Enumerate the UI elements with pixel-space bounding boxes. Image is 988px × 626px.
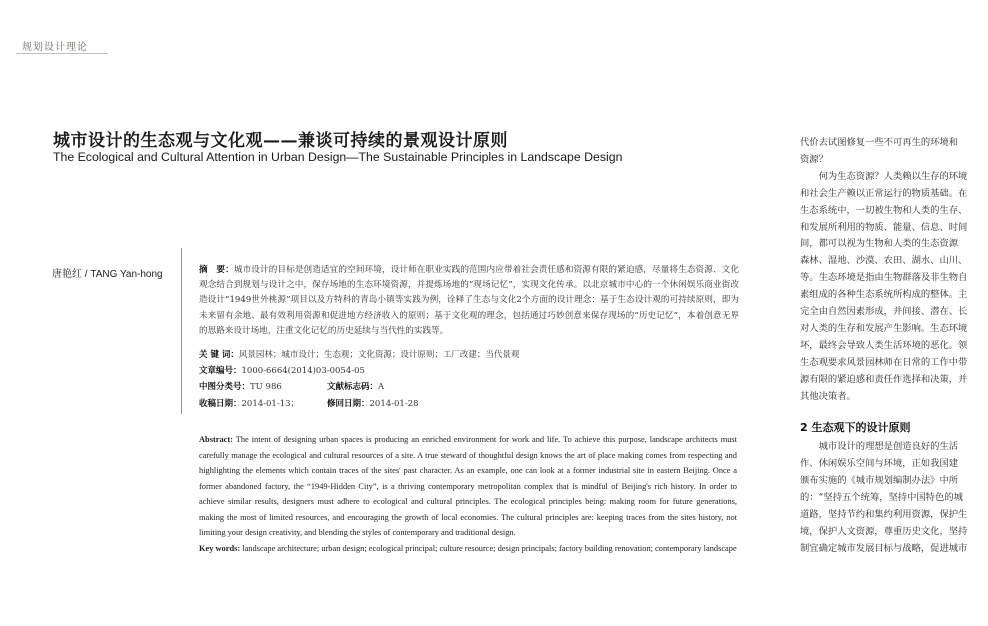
body-text-line: 其他决策者。 [800, 390, 856, 402]
body-text-line: 代价去试图修复一些不可再生的环境和 [800, 137, 959, 148]
body-text-line: 境，保护人文资源，尊重历史文化，坚持 [800, 525, 968, 537]
revised-label: 修回日期： [327, 399, 370, 409]
body-text-line: 源有限的紧迫感和责任作选择和决策，并 [800, 373, 968, 385]
doc-code-label: 文献标志码： [327, 382, 379, 392]
right-column-paragraph-b [800, 439, 988, 557]
header-rule [16, 53, 108, 54]
body-text-line: 资源？ [800, 153, 828, 165]
body-text-line: 颁布实施的《城市规划编制办法》中所 [800, 475, 959, 487]
abstract-cn-label: 摘 要： [199, 265, 234, 275]
revised-value: 2014-01-28 [369, 399, 419, 409]
clc-value: TU 986 [250, 382, 282, 392]
body-text-line: 作、休闲娱乐空间与环境，正如我国建 [800, 458, 959, 470]
article-number [199, 364, 739, 378]
abstract-divider [181, 248, 182, 414]
body-text-line: 森林、湿地、沙漠、农田、湖水、山川、 [800, 255, 968, 267]
article-number-value: 1000-6664(2014)03-0054-05 [241, 366, 365, 376]
body-text-line: 的：“坚持五个统筹，坚持中国特色的城 [800, 492, 963, 504]
keywords-cn [199, 348, 739, 362]
article-title-cn: 城市设计的生态观与文化观——兼谈可持续的景观设计原则 [53, 131, 508, 151]
body-text-line: 制宜确定城市发展目标与战略，促进城市 [800, 542, 968, 554]
body-text-line: 完全由自然因素形成，并间接、潜在、长 [800, 306, 968, 318]
abstract-cn-text: 城市设计的目标是创造适宜的空间环境，设计师在职业实践的范围内应带着社会责任感和资源有限的紧迫感，尽量将生态资源、文化观念结合到规划与设计之中，保存场地的生态环境资源，并提炼场地的“现场记忆”，实现文化传承。以北京城市中心的一个休闲娱乐商业街改造设计“1949世外桃源”项目以及方特科的青岛小镇等实践为例，诠释了生态与文化2个方面的设计理念：基于生态设计观的可持续原则，即为未来留有余地、最有效利用资源和促进地方经济收入的原则；基于文化观的理念，包括通过巧妙创意来保存现场的“历史记忆”，本着创意无界的思路来设计场地，注重文化记忆的历史延续与当代性的实践等。 [199, 265, 739, 336]
author-byline: 唐艳红 / TANG Yan-hong [52, 269, 163, 280]
body-text-line: 和发展所利用的物质、能量、信息、时间 [800, 221, 968, 233]
keywords-en-text: landscape architecture; urban design; ecological principal; culture resource; design principals; factory building renovation; contemporary landscape [242, 543, 737, 553]
revised-row [327, 397, 527, 411]
doc-code-value: A [378, 382, 385, 392]
received-label: 收稿日期： [199, 399, 242, 409]
abstract-en-text: The intent of designing urban spaces is producing an enriched environment for work and life. To achieve this purpose, landscape architects must carefully manage the ecological and cultural resources of a site. A true steward of thoughtful design knows the art of place making comes from respecting and highlighting the elements which contain traces of the sites' past character. As an example, one can look at a former industrial site in eastern Beijing. Once a former abandoned factory, the “1949-Hidden City”, is a thriving contemporary metropolitan complex that is mindful of Beijing's rich history. In order to achieve similar results, designers must adhere to ecological and cultural principles. The ecological principles being: making room for future generations, making the most of limited resources, and encouraging the growth of local economies. The cultural principles are: keeping traces from the sites history, not limiting your design creativity, and blending the styles of contemporary and traditional design. [199, 435, 737, 537]
clc-label: 中图分类号： [199, 382, 251, 392]
running-header: 规划设计理论 [22, 42, 88, 53]
keywords-cn-text: 风景园林；城市设计；生态观；文化资源；设计原则；工厂改建；当代景观 [238, 350, 520, 360]
article-title-en: The Ecological and Cultural Attention in Urban Design—The Sustainable Principles in Landscape Design [53, 150, 623, 164]
abstract-cn [199, 263, 739, 339]
body-text-line: 生态系统中，一切被生物和人类的生存、 [800, 204, 968, 216]
body-text-line: 和社会生产赖以正常运行的物质基础。在 [800, 187, 968, 199]
abstract-en-label: Abstract: [199, 435, 233, 444]
body-text-line: 对人类的生存和发展产生影响。生态环境 [800, 322, 968, 334]
body-text-line: 间，都可以视为生物和人类的生态资源 [800, 238, 959, 250]
keywords-en-label: Key words: [199, 543, 241, 553]
body-text-line: 何为生态资源？人类赖以生存的环境 [800, 170, 968, 182]
article-number-label: 文章编号： [199, 366, 242, 376]
doc-code-row [327, 380, 527, 394]
body-text-line: 道路，坚持节约和集约利用资源，保护生 [800, 509, 968, 521]
received-value: 2014-01-13； [241, 399, 300, 409]
right-column-body [800, 135, 988, 558]
body-text-line: 生态观要求风景园林师在日常的工作中带 [800, 356, 968, 368]
abstract-en [199, 432, 737, 556]
keywords-cn-label: 关 键 词： [199, 350, 239, 360]
body-text-line: 素组成的各种生态系统所构成的整体。主 [800, 289, 968, 301]
body-text-line: 城市设计的理想是创造良好的生活 [800, 441, 959, 453]
body-text-line: 等。生态环境是指由生物群落及非生物自 [800, 272, 968, 284]
right-column-paragraph-a [800, 135, 988, 406]
body-text-line: 坏，最终会导致人类生活环境的恶化。领 [800, 339, 968, 351]
section-heading: 2 生态观下的设计原则 [800, 420, 911, 434]
